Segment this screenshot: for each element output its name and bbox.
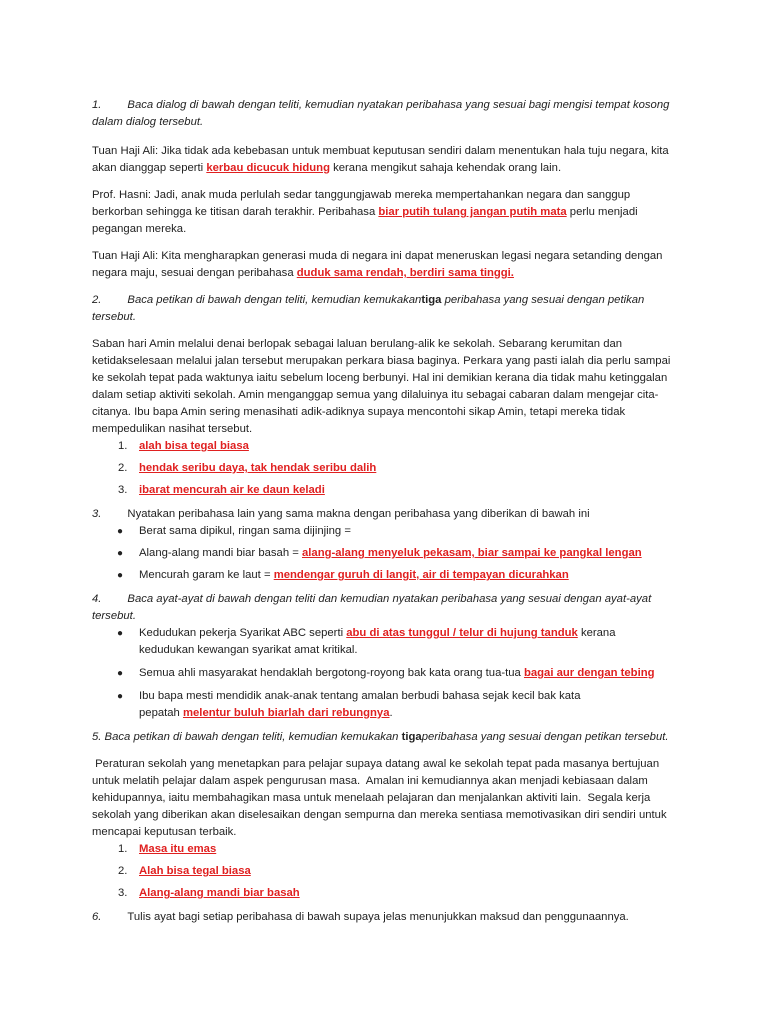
answer-text: Masa itu emas — [139, 843, 217, 855]
question-2-answer-list — [92, 438, 682, 499]
dialog-1-text-end: kerana mengikut sahaja kehendak orang lain. — [329, 162, 562, 174]
question-6-number: 6. — [92, 911, 102, 923]
question-2-bold: tiga — [421, 294, 442, 306]
item-text-end: . — [389, 707, 393, 719]
question-1 — [92, 97, 682, 131]
question-6-text: Tulis ayat bagi setiap peribahasa di bawah supaya jelas menunjukkan maksud dan penggunaannya. — [127, 911, 629, 923]
question-4-list — [92, 625, 682, 722]
answer-text: ibarat mencurah air ke daun keladi — [139, 484, 325, 496]
question-4 — [92, 591, 682, 625]
question-2-number: 2. — [92, 294, 102, 306]
answer-text: Alang-alang mandi biar basah — [139, 887, 300, 899]
dialog-2-answer: biar putih tulang jangan putih mata — [378, 206, 567, 218]
list-number: 1. — [118, 440, 128, 452]
answer-text: hendak seribu daya, tak hendak seribu dalih — [139, 462, 377, 474]
question-4-text: Baca ayat-ayat di bawah dengan teliti dan kemudian nyatakan peribahasa yang sesuai dengan ayat-ayat tersebut. — [92, 593, 652, 622]
list-item — [92, 482, 682, 499]
list-item — [92, 665, 682, 682]
question-3-number: 3. — [92, 508, 102, 520]
answer-text: bagai aur dengan tebing — [523, 667, 655, 679]
item-text: Kedudukan pekerja Syarikat ABC seperti — [139, 627, 347, 639]
list-item — [92, 545, 682, 562]
question-4-number: 4. — [92, 593, 102, 605]
dialog-1-text: Tuan Haji Ali: Jika tidak ada kebebasan untuk membuat keputusan sendiri dalam menentukan hala tuju negara, kita akan dianggap seperti — [92, 145, 669, 174]
bullet-icon: ● — [117, 548, 124, 559]
item-text: Ibu bapa mesti mendidik anak-anak tentang amalan berbudi bahasa sejak kecil bak kata — [139, 690, 581, 702]
question-2-text: Baca petikan di bawah dengan teliti, kemudian kemukakan — [127, 294, 422, 306]
list-number: 3. — [118, 484, 128, 496]
bullet-icon: ● — [117, 668, 124, 679]
list-item — [92, 863, 682, 880]
answer-text: Alah bisa tegal biasa — [139, 865, 251, 877]
answer-text: melentur buluh biarlah dari rebungnya — [182, 707, 390, 719]
bullet-icon: ● — [117, 526, 124, 537]
list-item — [92, 523, 682, 540]
answer-text: alah bisa tegal biasa — [139, 440, 249, 452]
question-6 — [92, 909, 682, 926]
list-item — [92, 460, 682, 477]
list-item — [92, 625, 682, 659]
item-text: Mencurah garam ke laut = — [139, 569, 274, 581]
dialog-1-answer: kerbau dicucuk hidung — [206, 162, 330, 174]
question-5-text: 5. Baca petikan di bawah dengan teliti, kemudian kemukakan — [92, 731, 402, 743]
document-page — [92, 97, 682, 926]
item-text: Alang-alang mandi biar basah = — [139, 547, 302, 559]
list-number: 2. — [118, 865, 128, 877]
dialog-3 — [92, 248, 682, 282]
question-3-list — [92, 523, 682, 584]
passage-5: Peraturan sekolah yang menetapkan para pelajar supaya datang awal ke sekolah tepat pada masanya bertujuan untuk melatih pelajar dalam aspek pengurusan masa. Amalan ini kemudiannya akan menjadi kebiasaan dalam kehidupannya, iaitu membahagikan masa untuk menelaah pelajaran dan menjalankan aktiviti lain. Segala kerja sekolah yang diberikan akan diselesaikan dengan sempurna dan mereka sentiasa memotivasikan diri sendiri untuk mencapai keputusan terbaik. — [92, 758, 670, 838]
dialog-1 — [92, 143, 682, 177]
dialog-2-text: Prof. Hasni: Jadi, anak muda perlulah sedar tanggungjawab mereka mempertahankan negara dan sanggup berkorban sehingga ke titisan darah terakhir. Peribahasa — [92, 189, 631, 218]
question-2-text-end: peribahasa yang sesuai dengan petikan tersebut. — [92, 294, 645, 323]
dialog-2 — [92, 187, 682, 238]
dialog-3-answer: duduk sama rendah, berdiri sama tinggi. — [296, 267, 514, 279]
list-item — [92, 841, 682, 858]
item-text: Semua ahli masyarakat hendaklah bergotong-royong bak kata orang tua-tua — [139, 667, 524, 679]
question-3 — [92, 506, 682, 523]
question-5-bold: tiga — [401, 731, 422, 743]
item-text-continued: pepatah — [139, 707, 183, 719]
question-5 — [92, 729, 682, 746]
bullet-icon: ● — [117, 628, 124, 639]
list-number: 2. — [118, 462, 128, 474]
item-text-continued: kedudukan kewangan syarikat amat kritikal. — [139, 644, 358, 656]
bullet-icon: ● — [117, 570, 124, 581]
dialog-3-text: Tuan Haji Ali: Kita mengharapkan generasi muda di negara ini dapat meneruskan legasi negara setanding dengan negara maju, sesuai dengan peribahasa — [92, 250, 663, 279]
dialog-2-text-end: perlu menjadi pegangan mereka. — [92, 206, 638, 235]
question-2 — [92, 292, 682, 326]
answer-text: mendengar guruh di langit, air di tempayan dicurahkan — [273, 569, 569, 581]
bullet-icon: ● — [117, 691, 124, 702]
list-item — [92, 688, 682, 722]
list-item — [92, 567, 682, 584]
question-3-text: Nyatakan peribahasa lain yang sama makna dengan peribahasa yang diberikan di bawah ini — [127, 508, 590, 520]
list-number: 1. — [118, 843, 128, 855]
answer-text: abu di atas tunggul / telur di hujung tanduk — [346, 627, 578, 639]
passage-2: Saban hari Amin melalui denai berlopak sebagai laluan berulang-alik ke sekolah. Sebarang kerumitan dan ketidakselesaan melalui jalan tersebut merupakan perkara biasa baginya. Perkara yang pasti ialah dia perlu sampai ke sekolah tepat pada waktunya iaitu sebelum loceng berbunyi. Hal ini demikian kerana dia tidak mahu ketinggalan dalam setiap aktiviti sekolah. Amin menganggap semua yang dilaluinya itu sebagai cabaran dalam mengejar cita-citanya. Ibu bapa Amin sering menasihati adik-adiknya supaya mencontohi sikap Amin, tetapi mereka tidak mempedulikan nasihat tersebut. — [92, 338, 671, 435]
question-1-text: Baca dialog di bawah dengan teliti, kemudian nyatakan peribahasa yang sesuai bagi mengisi tempat kosong dalam dialog tersebut. — [92, 99, 670, 128]
answer-text: alang-alang menyeluk pekasam, biar sampai ke pangkal lengan — [301, 547, 642, 559]
item-text: Berat sama dipikul, ringan sama dijinjing = — [139, 525, 351, 537]
list-item — [92, 885, 682, 902]
list-number: 3. — [118, 887, 128, 899]
list-item — [92, 438, 682, 455]
item-text-end: kerana — [577, 627, 616, 639]
question-5-text-end: peribahasa yang sesuai dengan petikan tersebut. — [421, 731, 669, 743]
question-1-number: 1. — [92, 99, 102, 111]
question-5-answer-list — [92, 841, 682, 902]
